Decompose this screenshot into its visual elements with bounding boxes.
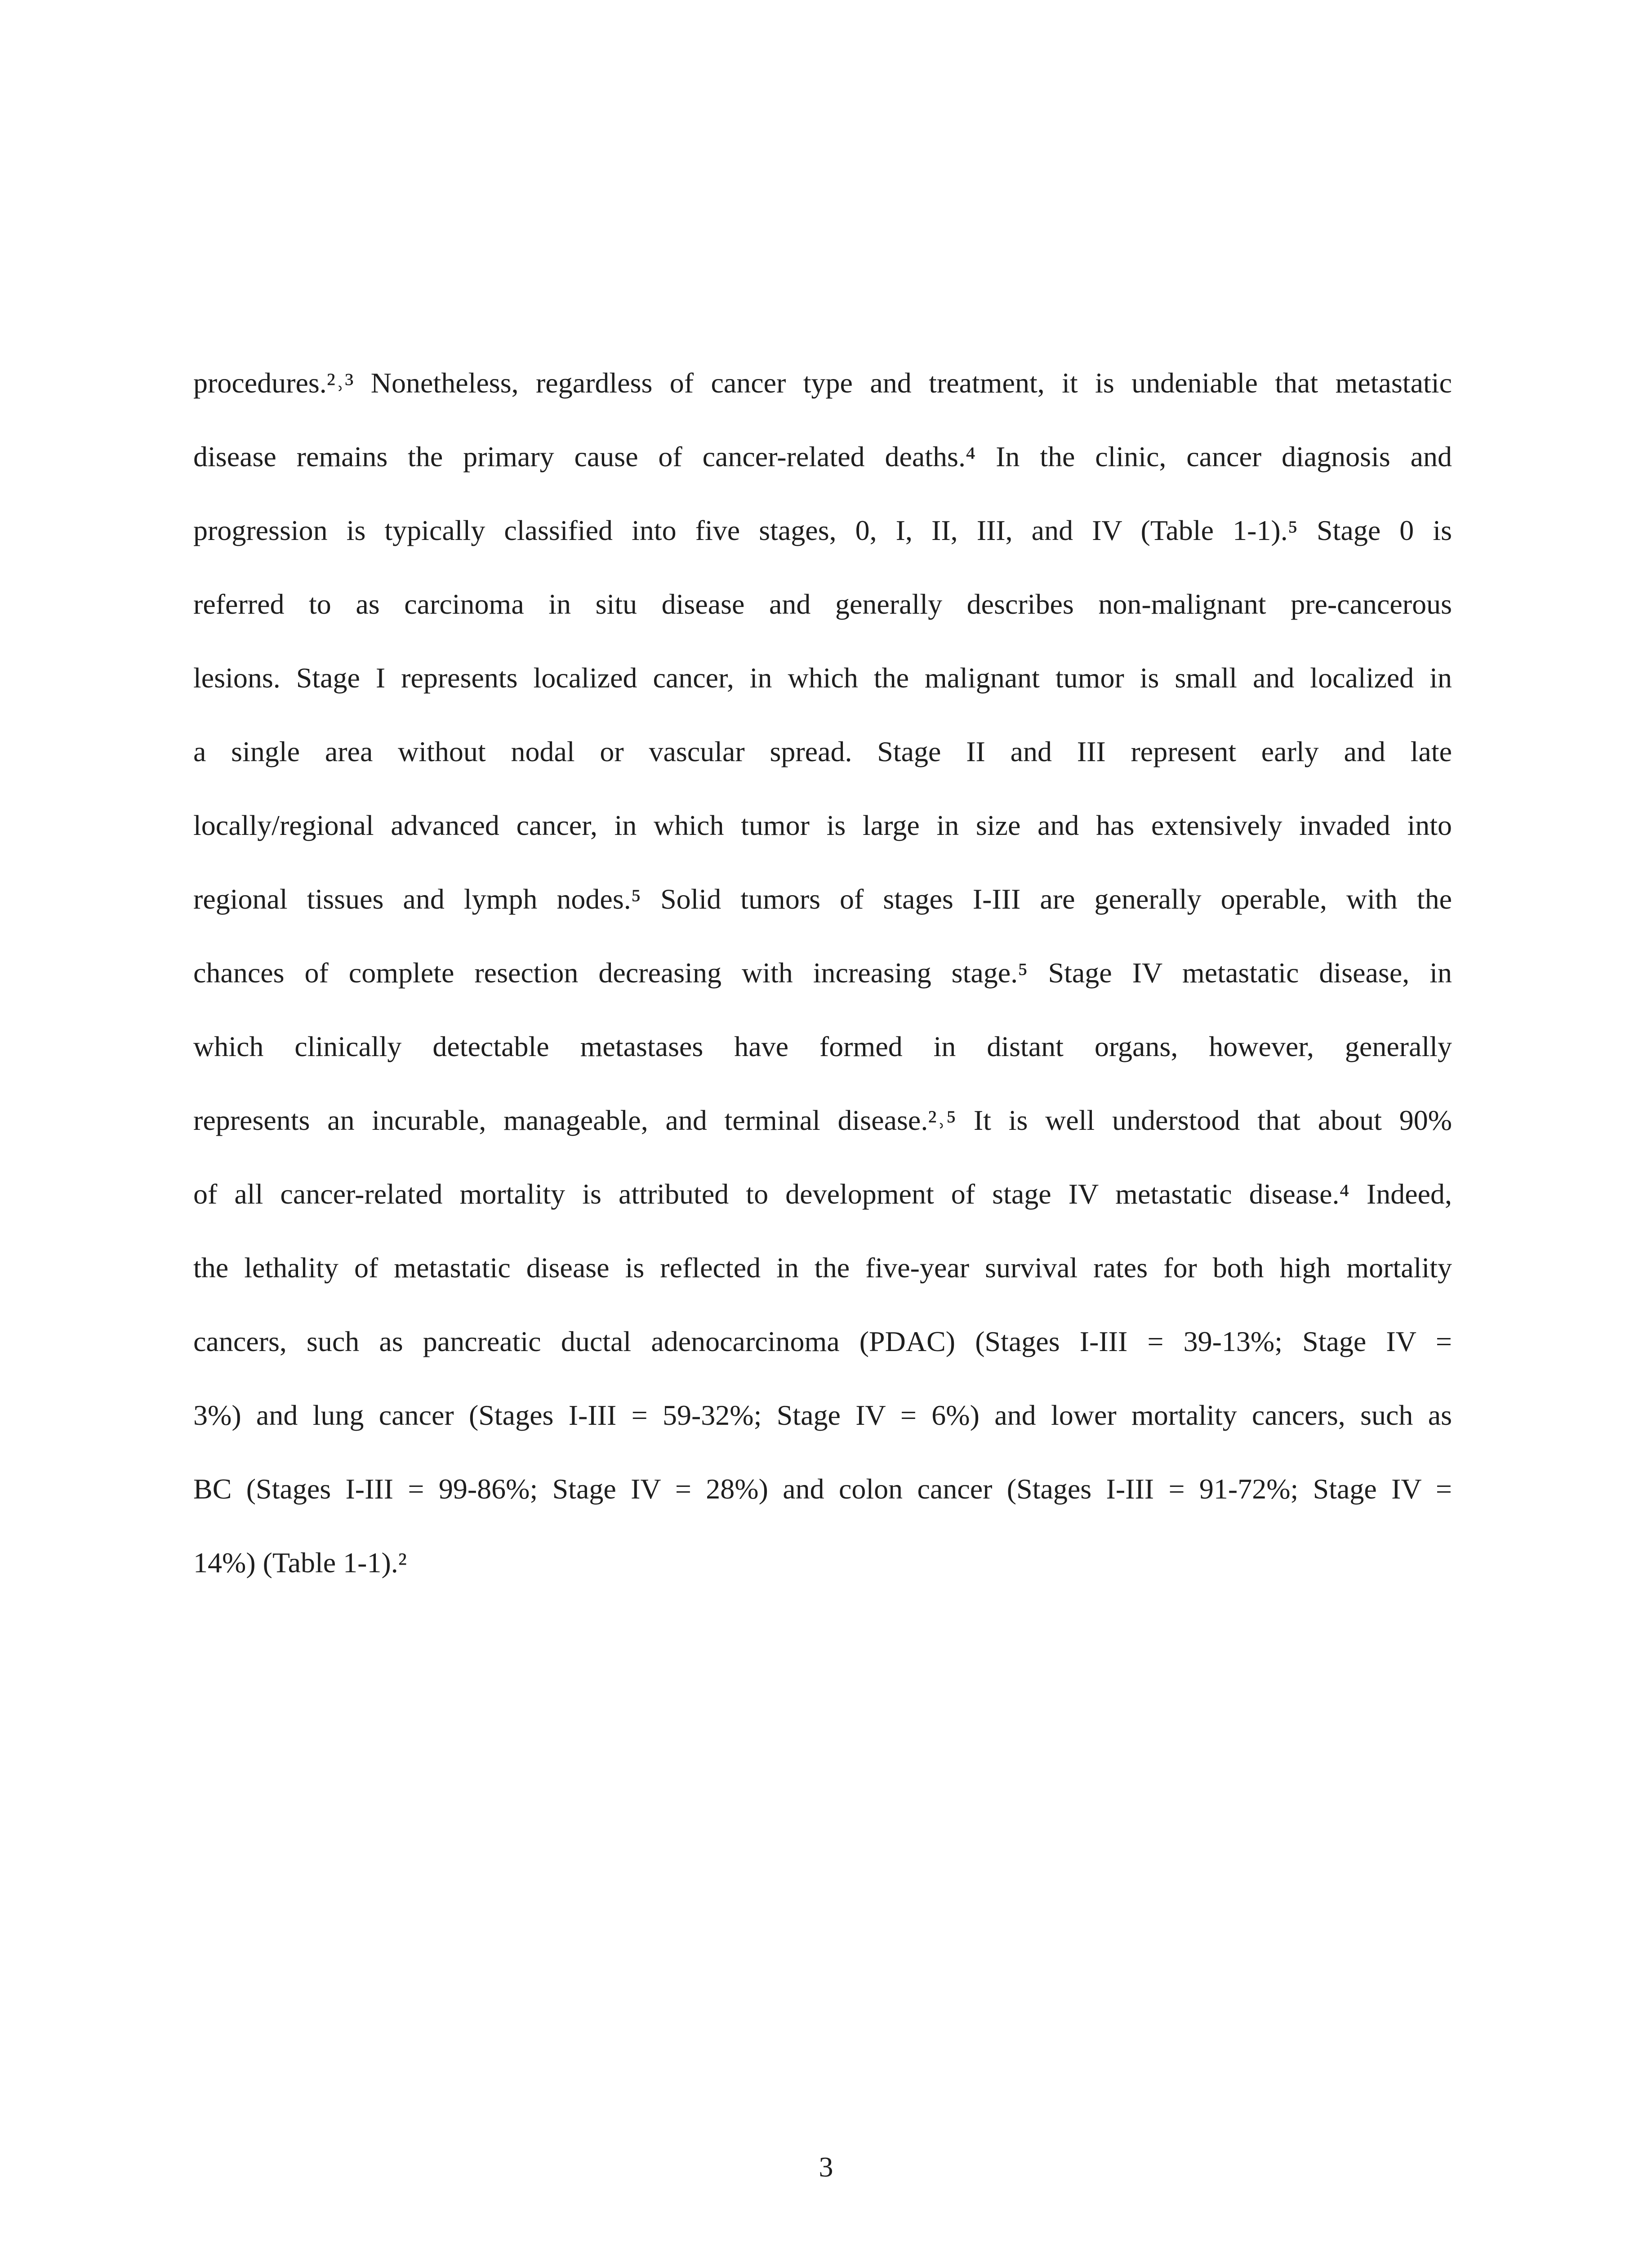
paragraph-line-8: regional tissues and lymph nodes.⁵ Solid tumors of stages I-III are generally operable, with the	[193, 883, 1452, 915]
body-paragraph	[193, 346, 1452, 1600]
paragraph-line-17: 14%) (Table 1-1).²	[193, 1547, 407, 1579]
paragraph-line-16: BC (Stages I-III = 99-86%; Stage IV = 28%) and colon cancer (Stages I-III = 91-72%; Stage IV =	[193, 1473, 1452, 1505]
paragraph-line-1: procedures.²˒³ Nonetheless, regardless of cancer type and treatment, it is undeniable that metastatic	[193, 367, 1452, 399]
paragraph-line-7: locally/regional advanced cancer, in which tumor is large in size and has extensively invaded into	[193, 809, 1452, 841]
paragraph-line-14: cancers, such as pancreatic ductal adenocarcinoma (PDAC) (Stages I-III = 39-13%; Stage IV =	[193, 1325, 1452, 1357]
paragraph-line-6: a single area without nodal or vascular spread. Stage II and III represent early and late	[193, 736, 1452, 767]
paragraph-line-4: referred to as carcinoma in situ disease and generally describes non-malignant pre-cancerous	[193, 588, 1452, 620]
paragraph-line-12: of all cancer-related mortality is attributed to development of stage IV metastatic disease.⁴ Indeed,	[193, 1178, 1452, 1210]
paragraph-line-5: lesions. Stage I represents localized cancer, in which the malignant tumor is small and localized in	[193, 662, 1452, 694]
paragraph-line-10: which clinically detectable metastases have formed in distant organs, however, generally	[193, 1030, 1452, 1062]
page-number: 3	[819, 2151, 833, 2183]
paragraph-line-11: represents an incurable, manageable, and terminal disease.²˒⁵ It is well understood that about 90%	[193, 1104, 1452, 1136]
paragraph-line-2: disease remains the primary cause of cancer-related deaths.⁴ In the clinic, cancer diagnosis and	[193, 441, 1452, 473]
paragraph-line-3: progression is typically classified into five stages, 0, I, II, III, and IV (Table 1-1).⁵ Stage 0 is	[193, 514, 1452, 546]
paragraph-line-13: the lethality of metastatic disease is reflected in the five-year survival rates for both high mortality	[193, 1252, 1452, 1284]
paragraph-line-9: chances of complete resection decreasing with increasing stage.⁵ Stage IV metastatic disease, in	[193, 957, 1452, 989]
paragraph-line-15: 3%) and lung cancer (Stages I-III = 59-32%; Stage IV = 6%) and lower mortality cancers, such as	[193, 1399, 1452, 1431]
